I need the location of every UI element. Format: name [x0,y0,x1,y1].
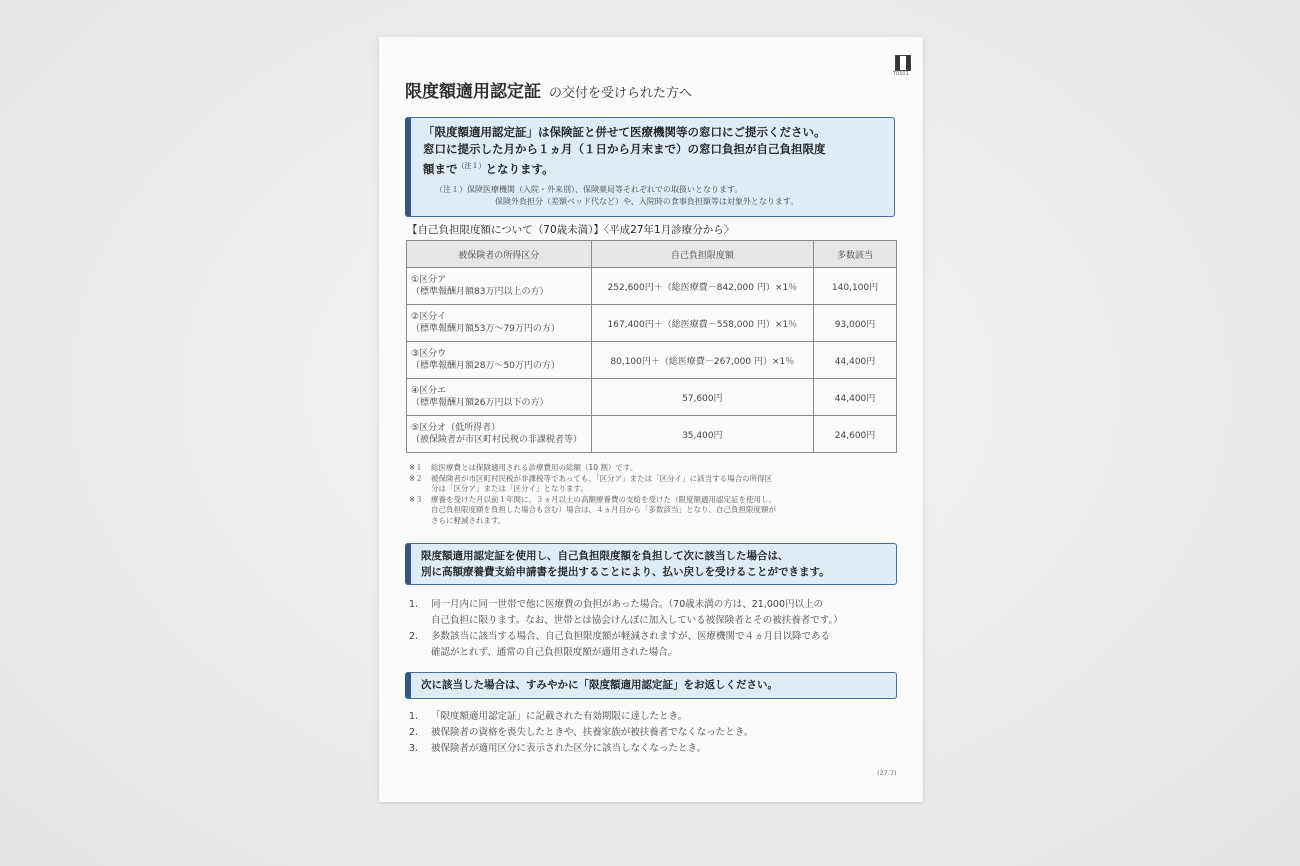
list-number: 3. [409,743,419,754]
footnote [409,474,889,495]
footnotes [409,463,889,526]
limit-cell: 35,400円 [591,416,814,453]
table-row [407,268,897,305]
list-number: 1. [409,599,419,610]
list-text: 同一月内に同一世帯で他に医療費の負担があった場合。（70歳未満の方は、21,000円以上の [431,599,823,610]
list-number: 2. [409,631,419,642]
limit-cell: 167,400円＋（総医療費－558,000 円）×1％ [591,305,814,342]
category-cell [407,268,592,305]
limit-table [406,240,897,453]
table-title: 【自己負担限度額について（70歳未満）】〈平成27年1月診療分から〉 [407,224,735,236]
refund-conditions-list [409,597,895,661]
multiple-cell: 93,000円 [814,305,897,342]
refund-box-line-2: 別に高額療養費支給申請書を提出することにより、払い戻しを受けることができます。 [421,566,830,578]
table-row [407,305,897,342]
page-title [405,77,692,102]
list-text: 確認がとれず、通常の自己負担限度額が適用された場合。 [431,647,678,658]
list-text: 自己負担に限ります。なお、世帯とは協会けんぽに加入している被保険者とその被扶養者です。） [431,615,843,626]
limit-cell: 80,100円＋（総医療費－267,000 円）×1％ [591,342,814,379]
list-text: 被保険者の資格を喪失したときや、扶養家族が被扶養者でなくなったとき。 [431,727,754,738]
footnote [409,495,889,527]
limit-cell: 57,600円 [591,379,814,416]
header-income-category: 被保険者の所得区分 [407,241,592,268]
return-box-line: 次に該当した場合は、すみやかに「限度額適用認定証」をお返しください。 [421,679,778,691]
header-multiple: 多数該当 [814,241,897,268]
list-item [409,709,895,725]
footnote-text: 分は「区分ア」または「区分イ」となります。 [431,484,588,493]
category-detail: （被保険者が市区町村民税の非課税者等） [411,435,583,445]
note-reference: （注１） [457,162,486,170]
footnote-mark: ※１ [409,463,423,472]
category-cell [407,342,592,379]
footnote-text: 療養を受けた月以前１年間に、３ヵ月以上の高額療養費の支給を受けた（限度額適用認定証を使用し、 [431,494,776,504]
list-text: 被保険者が適用区分に表示された区分に該当しなくなったとき。 [431,743,707,754]
category-cell [407,379,592,416]
multiple-cell: 24,600円 [814,416,897,453]
category-detail: （標準報酬月額28万～50万円の方） [411,361,560,371]
list-number: 1. [409,711,419,722]
info-line-3 [423,158,882,178]
info-line-1: 「限度額適用認定証」は保険証と併せて医療機関等の窓口にご提示ください。 [423,125,826,139]
category-detail: （標準報酬月額26万円以下の方） [411,398,549,408]
version-label: (27.7) [877,769,897,777]
footnote-text: さらに軽減されます。 [431,515,506,525]
list-item [409,725,895,741]
note-1-line-2: 保険外負担分（差額ベッド代など）や、入院時の食事負担額等は対象外となります。 [495,196,799,206]
info-box [405,117,895,217]
category-detail: （標準報酬月額83万円以上の方） [411,287,549,297]
category-name: ⑤区分オ（低所得者） [411,423,501,433]
title-sub: の交付を受けられた方へ [549,86,693,101]
info-line-3-before: 額まで [423,161,458,176]
qr-code-label: T0101 [893,71,909,77]
category-name: ①区分ア [411,275,447,285]
table-row [407,416,897,453]
list-item [409,629,895,661]
footnote-text: 総医療費とは保険適用される診療費用の総額（10 割）です。 [431,463,638,472]
category-name: ③区分ウ [411,349,447,359]
title-main: 限度額適用認定証 [405,82,541,102]
category-detail: （標準報酬月額53万～79万円の方） [411,324,560,334]
document-sheet [379,37,923,802]
header-self-limit: 自己負担限度額 [591,241,814,268]
multiple-cell: 140,100円 [814,268,897,305]
return-box [405,672,897,699]
refund-box-line-1: 限度額適用認定証を使用し、自己負担限度額を負担して次に該当した場合は、 [421,550,789,562]
info-line-2: 窓口に提示した月から１ヵ月（１日から月末まで）の窓口負担が自己負担限度 [423,142,826,156]
return-conditions-list [409,709,895,757]
footnote-text: 自己負担限度額を負担した場合も含む）場合は、４ヵ月目から「多数該当」となり、自己負担限度額が [431,505,776,514]
info-line-3-after: となります。 [485,161,554,176]
category-cell [407,416,592,453]
footnote-mark: ※２ [409,473,423,483]
footnote-mark: ※３ [409,494,423,504]
category-name: ④区分エ [411,386,447,396]
category-name: ②区分イ [411,312,447,322]
table-header-row [407,241,897,268]
list-text: 多数該当に該当する場合、自己負担限度額が軽減されますが、医療機関で４ヵ月目以降である [431,631,831,642]
table-row [407,379,897,416]
note-1-line-1: （注１）保険医療機関（入院・外来別）、保険薬局等それぞれでの取扱いとなります。 [435,184,743,194]
footnote-text: 被保険者が市区町村民税が非課税等であっても、「区分ア」または「区分イ」に該当する場合の所得区 [431,473,773,483]
list-text: 「限度額適用認定証」に記載された有効期限に達したとき。 [431,711,688,722]
list-item [409,741,895,757]
list-number: 2. [409,727,419,738]
footnote [409,463,889,474]
table-row [407,342,897,379]
category-cell [407,305,592,342]
multiple-cell: 44,400円 [814,379,897,416]
list-item [409,597,895,629]
limit-cell: 252,600円＋（総医療費－842,000 円）×1％ [591,268,814,305]
multiple-cell: 44,400円 [814,342,897,379]
qr-code-icon [895,55,911,71]
refund-box [405,543,897,585]
